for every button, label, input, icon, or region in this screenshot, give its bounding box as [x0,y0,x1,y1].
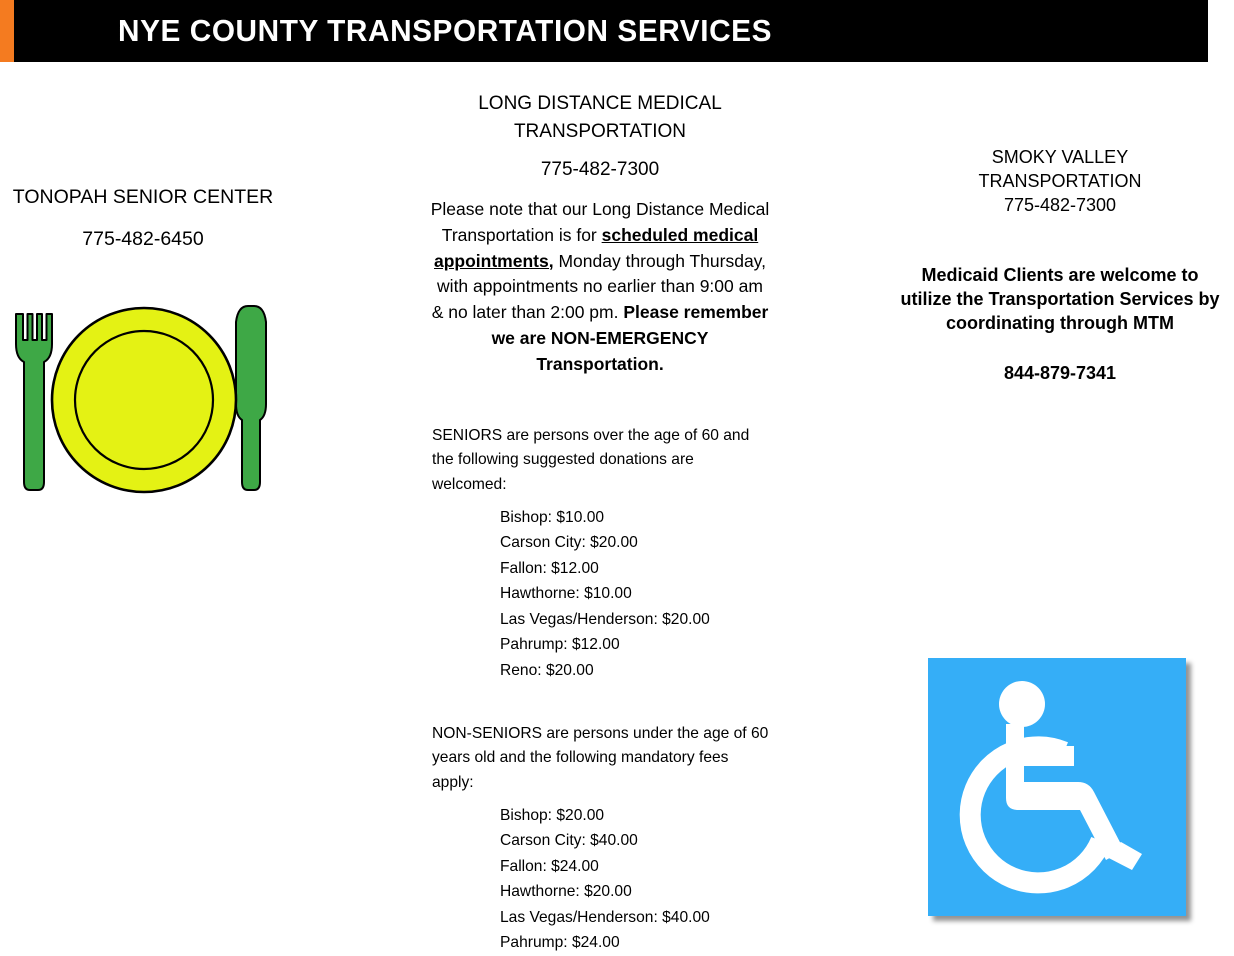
list-item: Hawthorne: $10.00 [500,585,632,603]
seniors-fees-section [432,424,772,683]
page-header-banner [0,0,1234,62]
long-distance-heading-line1: LONG DISTANCE MEDICAL [478,93,722,114]
list-item: Carson City: $20.00 [500,534,638,552]
page-title: NYE COUNTY TRANSPORTATION SERVICES [118,13,772,48]
plate-fork-knife-icon [8,296,280,504]
smoky-valley-heading-line2: TRANSPORTATION [978,171,1142,191]
seniors-intro-text: SENIORS are persons over the age of 60 and the following suggested donations are welcomed: [432,427,750,493]
list-item: Bishop: $20.00 [500,806,605,824]
tonopah-senior-center-section [0,182,286,254]
long-distance-phone: 775-482-7300 [540,159,660,180]
list-item: Pahrump: $12.00 [500,636,620,654]
header-orange-accent-bar [0,0,14,62]
note-scheduled-appointments-emphasis: scheduled medical appointments, [434,224,759,271]
non-seniors-fees-list [432,803,772,956]
list-item: Bishop: $10.00 [500,508,605,526]
long-distance-note [418,197,782,378]
smoky-valley-transportation-section [900,145,1220,385]
list-item: Reno: $20.00 [500,661,594,679]
tonopah-senior-center-phone: 775-482-6450 [82,228,204,250]
note-non-emergency-emphasis: Please remember we are NON-EMERGENCY Transportation. [491,302,769,374]
non-seniors-intro-text: NON-SENIORS are persons under the age of 60 years old and the following mandatory fees apply: [432,725,769,791]
seniors-fees-list [432,505,772,684]
smoky-valley-heading [900,145,1220,217]
list-item: Pahrump: $24.00 [500,934,620,952]
long-distance-heading [418,90,782,146]
long-distance-medical-transportation-section [418,90,782,378]
list-item: Las Vegas/Henderson: $20.00 [500,610,710,628]
list-item: Hawthorne: $20.00 [500,883,632,901]
note-text-part2: Monday through Thursday, with appointments no earlier than 9:00 am & no later than 2:00 pm. [431,250,766,323]
list-item: Las Vegas/Henderson: $40.00 [500,908,710,926]
non-seniors-fees-section [432,722,772,956]
list-item: Carson City: $40.00 [500,832,638,850]
mtm-phone: 844-879-7341 [1003,363,1117,383]
smoky-valley-phone: 775-482-7300 [1003,195,1117,215]
note-text-part1: Please note that our Long Distance Medical Transportation is for [430,199,770,245]
long-distance-heading-line2: TRANSPORTATION [513,121,687,142]
list-item: Fallon: $12.00 [500,559,599,577]
smoky-valley-heading-line1: SMOKY VALLEY [991,147,1129,167]
list-item: Fallon: $24.00 [500,857,599,875]
tonopah-senior-center-title: TONOPAH SENIOR CENTER [12,186,274,208]
wheelchair-accessibility-icon [928,658,1196,926]
medicaid-clients-note: Medicaid Clients are welcome to utilize the Transportation Services by coordinating through MTM [900,265,1220,333]
